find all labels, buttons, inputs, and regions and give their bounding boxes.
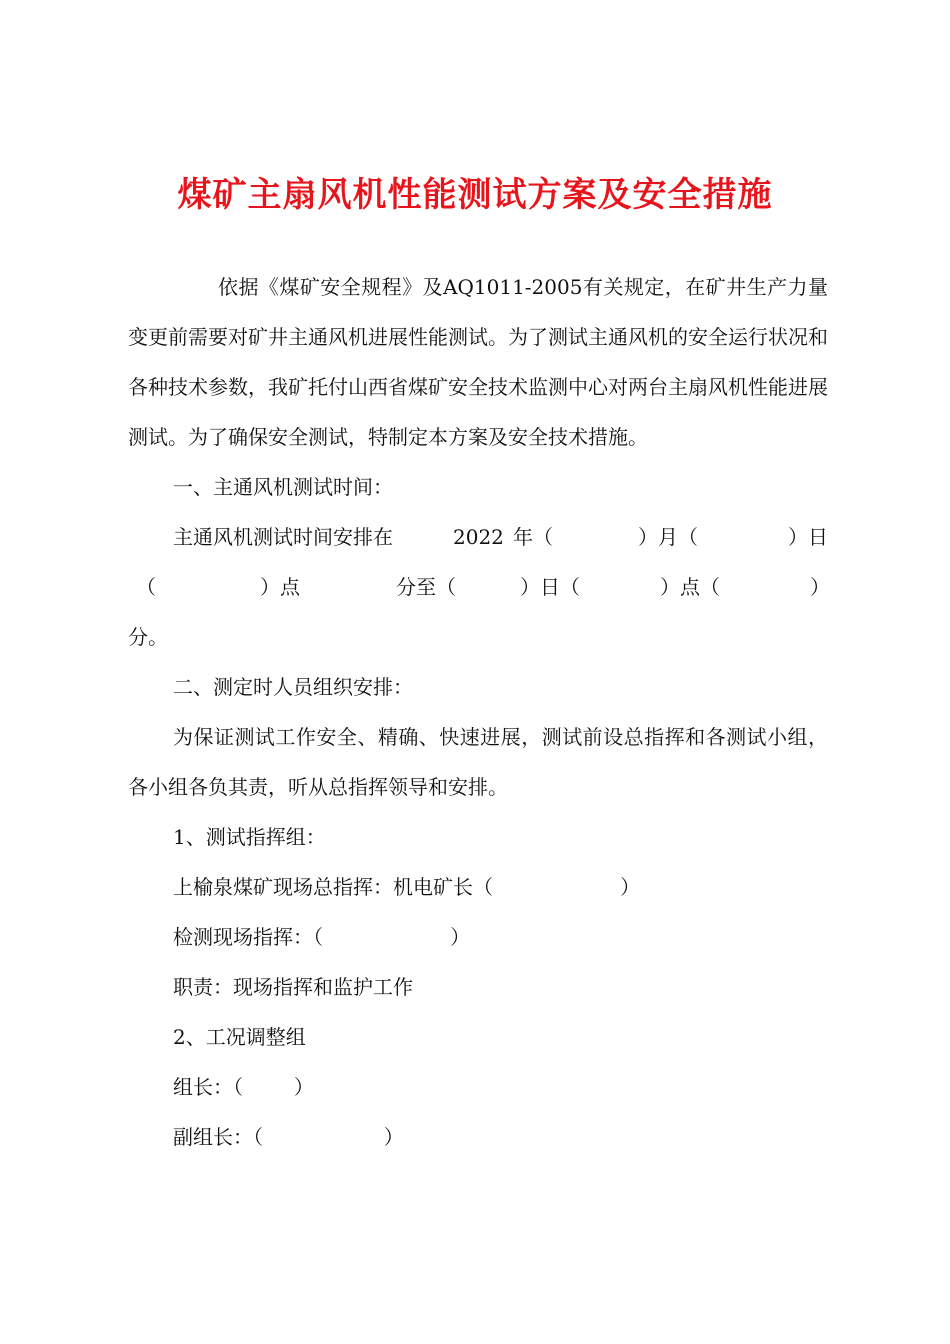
schedule-open-paren: （ [136, 575, 156, 599]
schedule-close-paren: ） [810, 575, 830, 599]
schedule-hour2-unit: ）点（ [660, 575, 720, 599]
document-title: 煤矿主扇风机性能测试方案及安全措施 [177, 175, 773, 215]
schedule-day2-unit: ）日（ [520, 575, 580, 599]
schedule-minute-end: 分。 [128, 625, 168, 649]
group2-heading: 2、工况调整组 [173, 1025, 306, 1049]
schedule-month-unit: ）月（ [638, 525, 698, 549]
deputy-leader-line: 副组长：（ ） [173, 1125, 404, 1149]
schedule-min-to: 分至（ [396, 575, 456, 599]
site-commander-line: 检测现场指挥：（ ） [173, 925, 471, 949]
group1-heading: 1、测试指挥组： [173, 825, 326, 849]
group-leader-line: 组长：（ ） [173, 1075, 314, 1099]
schedule-row-2 [128, 562, 828, 612]
section2-description: 为保证测试工作安全、精确、快速进展，测试前设总指挥和各测试小组，各小组各负其责，听从总指挥领导和安排。 [128, 725, 828, 799]
document-body [128, 262, 828, 1162]
schedule-hour-unit: ）点 [260, 575, 300, 599]
section1-heading: 一、主通风机测试时间： [173, 475, 393, 499]
intro-paragraph: 依据《煤矿安全规程》及AQ1011-2005有关规定，在矿井生产力量变更前需要对矿井主通风机进展性能测试。为了测试主通风机的安全运行状况和各种技术参数，我矿托付山西省煤矿安全技术监测中心对两台主扇风机性能进展测试。为了确保安全测试，特制定本方案及安全技术措施。 [128, 275, 828, 449]
chief-commander-line: 上榆泉煤矿现场总指挥：机电矿长（ ） [173, 875, 641, 899]
schedule-row-1 [128, 512, 828, 562]
schedule-year: 2022 [453, 525, 504, 549]
schedule-day-unit: ）日 [788, 525, 828, 549]
duty-line: 职责：现场指挥和监护工作 [173, 975, 413, 999]
schedule-row-3 [128, 612, 828, 662]
schedule-prefix: 主通风机测试时间安排在 [173, 525, 393, 549]
section2-heading: 二、测定时人员组织安排： [173, 675, 413, 699]
schedule-year-unit: 年（ [513, 525, 553, 549]
